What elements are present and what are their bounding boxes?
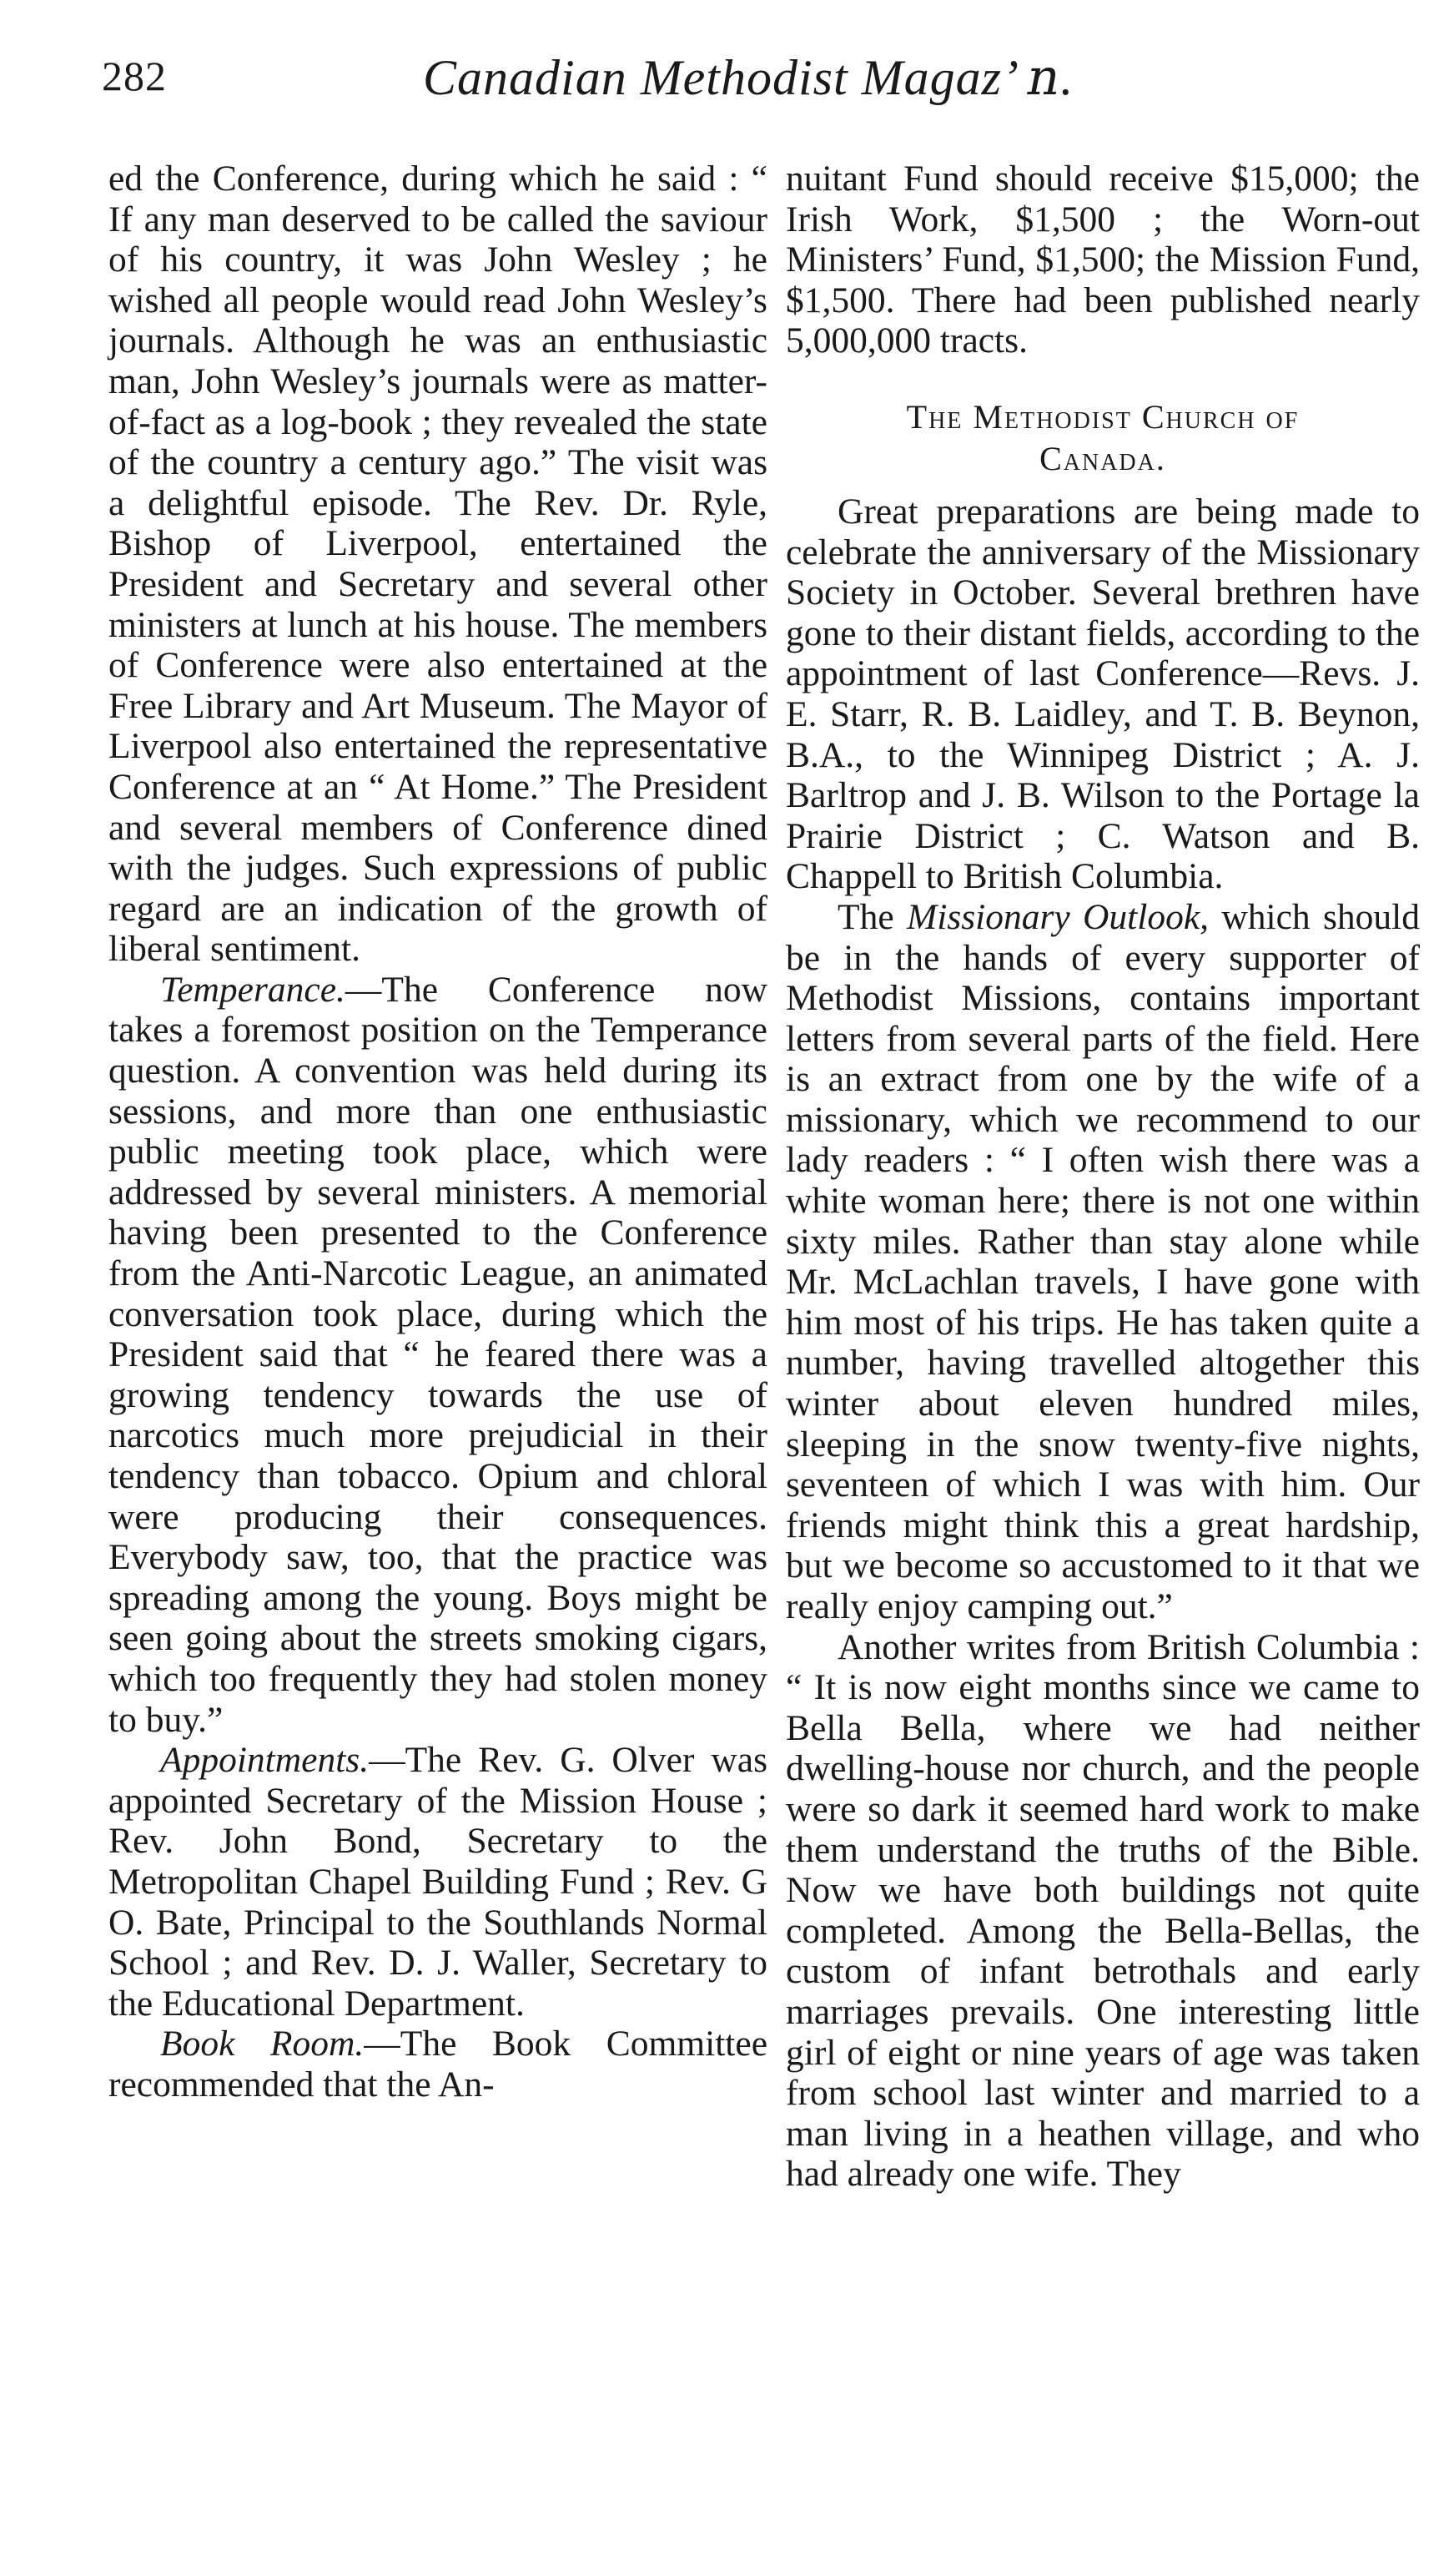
section-heading <box>786 396 1420 480</box>
paragraph-appointments <box>108 1740 767 2024</box>
paragraph-temperance-text: —The Conference now takes a foremost position on the Temperance question. A convention was held during its sessions, and more than one enthusiastic public meeting took place, which were addressed by several ministers. A memorial having been presented to the Conference from the Anti-Narcotic League, an animated conversation took place, during which the President said that “ he feared there was a growing tendency towards the use of narcotics much more prejudicial in their tendency than tobacco. Opium and chloral were producing their consequences. Everybody saw, too, that the practice was spreading among the young. Boys might be seen going about the streets smoking cigars, which too frequently they had stolen money to buy.” <box>108 969 767 1740</box>
running-head <box>102 48 1436 115</box>
run-in-heading-book-room: Book Room. <box>160 2024 365 2064</box>
page-number: 282 <box>102 53 167 99</box>
paragraph-conference-continued: ed the Conference, during which he said : “ If any man deserved to be called the saviour of his country, it was John Wesley ; he wished all people would read John Wesley’s journals. Although he was an enthusiastic man, John Wesley’s journals were as matter-of-fact as a log-book ; they revealed the state of the country a century ago.” The visit was a delightful episode. The Rev. Dr. Ryle, Bishop of Liverpool, entertained the President and Secretary and several other ministers at lunch at his house. The members of Conference were also entertained at the Free Library and Art Museum. The Mayor of Liverpool also entertained the representative Conference at an “ At Home.” The President and several members of Conference dined with the judges. Such expressions of public regard are an indication of the growth of liberal sentiment. <box>108 159 767 970</box>
run-in-heading-temperance: Temperance. <box>160 969 345 1010</box>
paragraph-outlook-text: which should be in the hands of every supporter of Methodist Missions, contains important letters from several parts of the field. Here is an extract from one by the wife of a missionary, which we recommend to our lady readers : “ I often wish there was a white woman here; there is not one within sixty miles. Rather than stay alone while Mr. McLachlan travels, I have gone with him most of his trips. He has taken quite a number, having travelled altogether this winter about eleven hundred miles, sleeping in the snow twenty-five nights, seventeen of which I was with him. Our friends might think this a great hardship, but we become so accustomed to it that we really enjoy camping out.” <box>786 896 1420 1626</box>
paragraph-book-room <box>108 2024 767 2105</box>
paragraph-british-columbia: Another writes from British Columbia : “ It is now eight months since we came to Bella Bella, where we had neither dwelling-house nor church, and the people were so dark it seemed hard work to make them understand the truths of the Bible. Now we have both buildings not quite completed. Among the Bella-Bellas, the custom of infant betrothals and early marriages prevails. One interesting little girl of eight or nine years of age was taken from school last winter and married to a man living in a heathen village, and who had already one wife. They <box>786 1626 1420 2195</box>
left-column <box>108 159 767 2105</box>
section-heading-line-2: Canada. <box>1039 439 1166 477</box>
paragraph-appointments-text: —The Rev. G. Olver was appointed Secretary of the Mission House ; Rev. John Bond, Secretary to the Metropolitan Chapel Building Fund ; Rev. G O. Bate, Principal to the Southlands Normal School ; and Rev. D. J. Waller, Secretary to the Educational Department. <box>108 1740 767 2024</box>
publication-title: Missionary Outlook, <box>906 896 1210 937</box>
paragraph-outlook-lead: The <box>838 896 907 937</box>
section-heading-line-1: The Methodist Church of <box>906 397 1300 436</box>
running-title: Canadian Methodist Magaz’ ո. <box>423 50 1074 105</box>
run-in-heading-appointments: Appointments. <box>160 1740 370 1781</box>
paragraph-book-room-text: —The Book Committee recommended that the An- <box>108 2024 767 2105</box>
paragraph-missionary-outlook <box>786 897 1420 1627</box>
right-column <box>786 159 1420 2195</box>
paragraph-preparations: Great preparations are being made to celebrate the anniversary of the Missionary Society in October. Several brethren have gone to their distant fields, according to the appointment of last Conference—Revs. J. E. Starr, R. B. Laidley, and T. B. Beynon, B.A., to the Winnipeg District ; A. J. Barltrop and J. B. Wilson to the Portage la Prairie District ; C. Watson and B. Chappell to British Columbia. <box>786 491 1420 897</box>
paragraph-annuitant-fund: nuitant Fund should receive $15,000; the Irish Work, $1,500 ; the Worn-out Ministers’ Fund, $1,500; the Mission Fund, $1,500. There had been published nearly 5,000,000 tracts. <box>786 159 1420 361</box>
paragraph-temperance <box>108 970 767 1740</box>
